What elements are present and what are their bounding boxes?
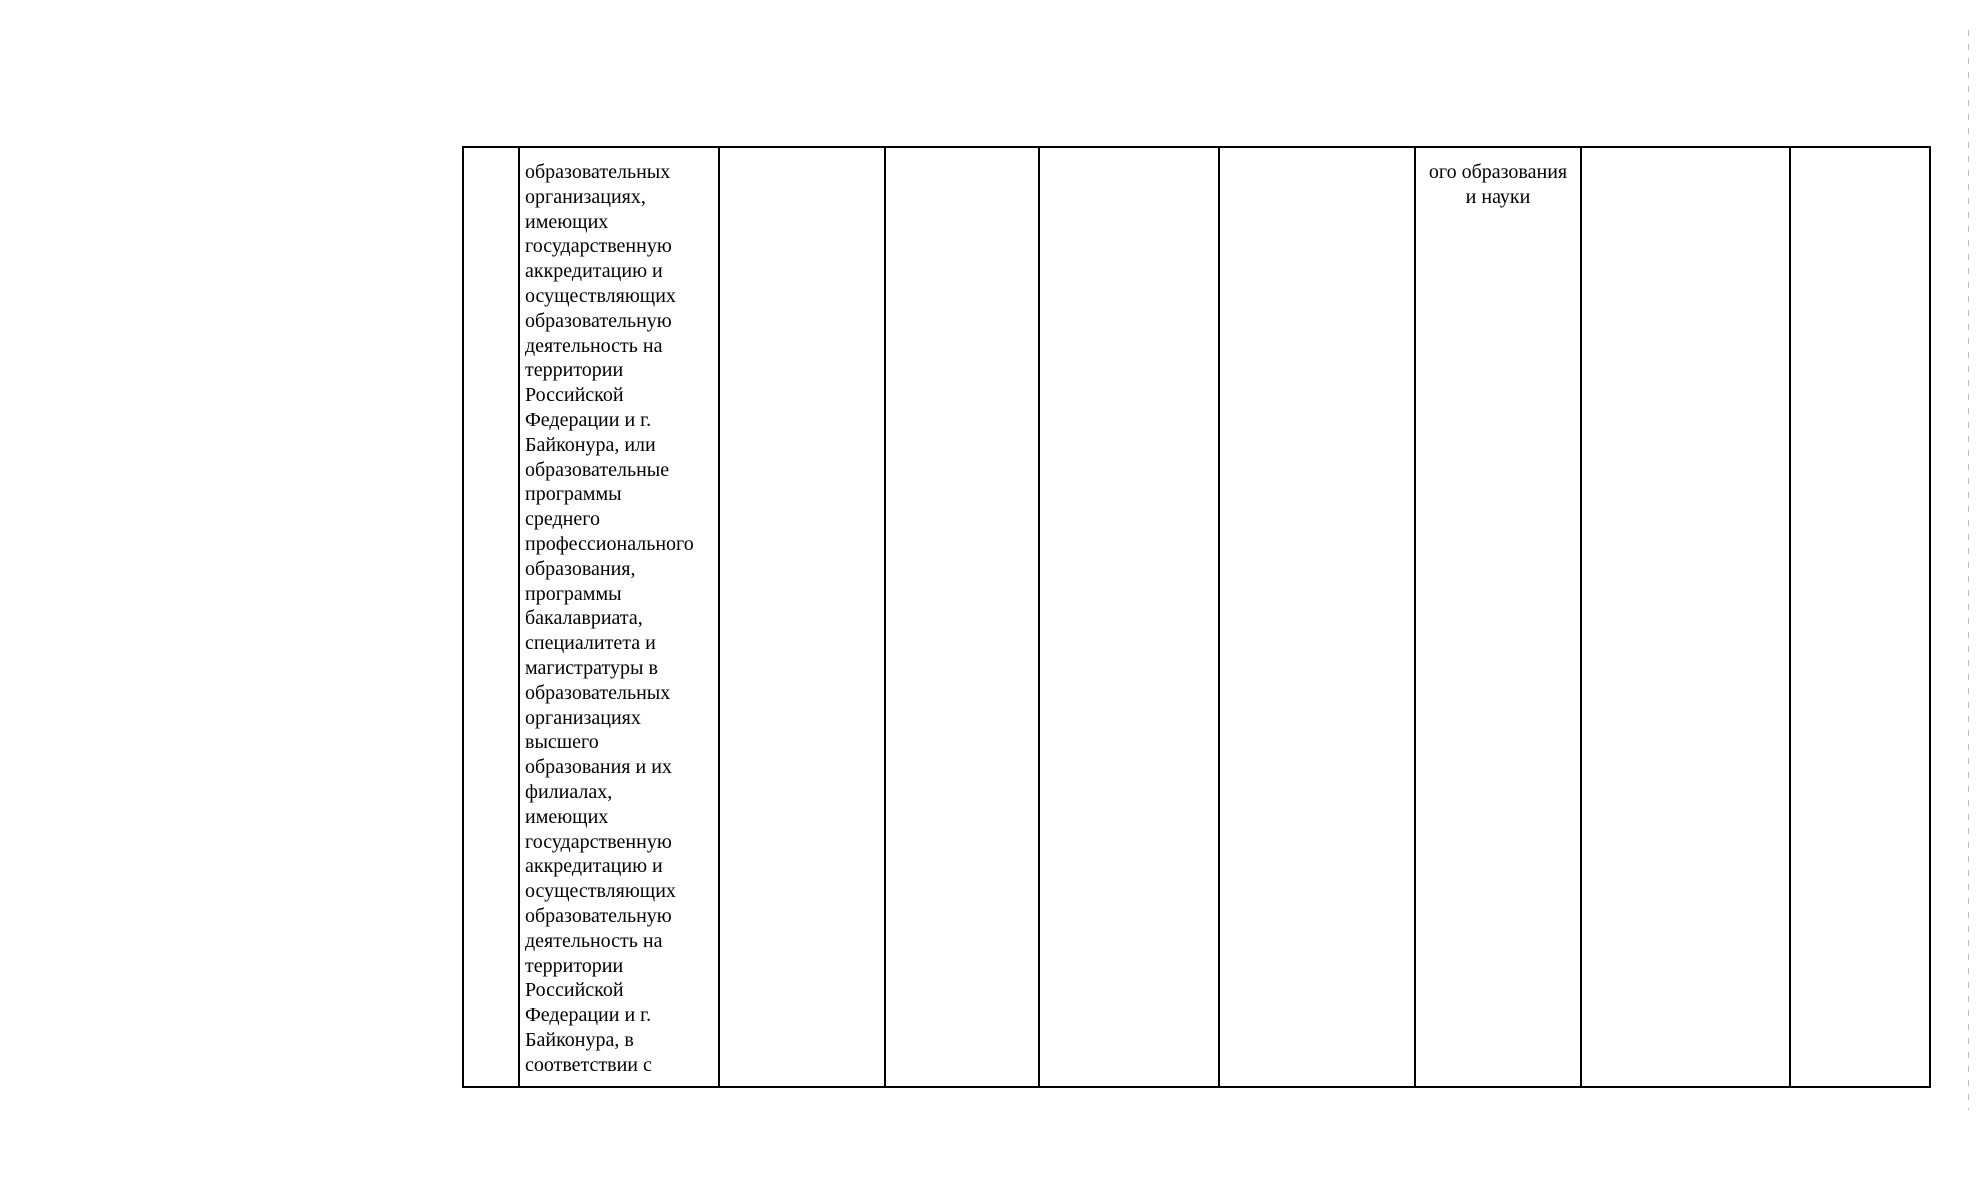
- text-line: и науки: [1465, 185, 1531, 208]
- text-line: образовательную: [525, 309, 672, 332]
- text-line: организациях,: [525, 185, 646, 208]
- text-line: Байконура, в: [525, 1028, 634, 1051]
- text-line: осуществляющих: [525, 284, 676, 307]
- text-line: Байконура, или: [525, 433, 656, 456]
- text-line: профессионального: [525, 532, 694, 555]
- text-line: осуществляющих: [525, 880, 676, 903]
- text-line: Федерации и г.: [525, 1004, 652, 1027]
- text-line: образовательных: [525, 161, 671, 183]
- text-line: образования,: [525, 557, 636, 580]
- text-line: филиалах,: [525, 780, 613, 803]
- text-line: ого образования: [1428, 161, 1568, 183]
- text-line: Федерации и г.: [525, 408, 652, 431]
- text-line: государственную: [525, 235, 672, 258]
- text-line: территории: [525, 359, 624, 382]
- table-cell-empty: [885, 147, 1039, 1087]
- text-line: образовательную: [525, 904, 672, 927]
- text-line: среднего: [525, 508, 600, 531]
- text-line: программы: [525, 582, 622, 605]
- text-line: организациях: [525, 706, 641, 729]
- scan-edge-mark: [1968, 30, 1969, 1110]
- text-line: аккредитацию и: [525, 855, 663, 878]
- text-line: бакалавриата,: [525, 607, 643, 630]
- table-cell-empty: [719, 147, 885, 1087]
- responsible-text: [1416, 148, 1580, 210]
- table-row: [463, 147, 1930, 1087]
- text-line: деятельность на: [525, 929, 663, 952]
- text-line: имеющих: [525, 210, 609, 233]
- text-line: территории: [525, 954, 624, 977]
- text-line: высшего: [525, 731, 599, 754]
- table-cell-number: [463, 147, 519, 1087]
- text-line: аккредитацию и: [525, 260, 663, 283]
- description-text: [520, 148, 718, 1077]
- text-line: образовательные: [525, 458, 670, 481]
- text-line: деятельность на: [525, 334, 663, 357]
- text-line: Российской: [525, 384, 624, 407]
- text-line: магистратуры в: [525, 656, 658, 679]
- text-line: образования и их: [525, 756, 672, 779]
- text-line: государственную: [525, 830, 672, 853]
- table-cell-empty: [1039, 147, 1219, 1087]
- text-line: имеющих: [525, 805, 609, 828]
- text-line: образовательных: [525, 681, 671, 704]
- table-cell-empty: [1219, 147, 1415, 1087]
- table-cell-description: [519, 147, 719, 1087]
- table-cell-responsible: [1415, 147, 1581, 1087]
- text-line: соответствии с: [525, 1053, 652, 1076]
- document-table: [462, 146, 1931, 1088]
- text-line: Российской: [525, 979, 624, 1002]
- table-cell-empty: [1581, 147, 1790, 1087]
- table-cell-empty: [1790, 147, 1930, 1087]
- text-line: специалитета и: [525, 632, 656, 655]
- text-line: программы: [525, 483, 622, 506]
